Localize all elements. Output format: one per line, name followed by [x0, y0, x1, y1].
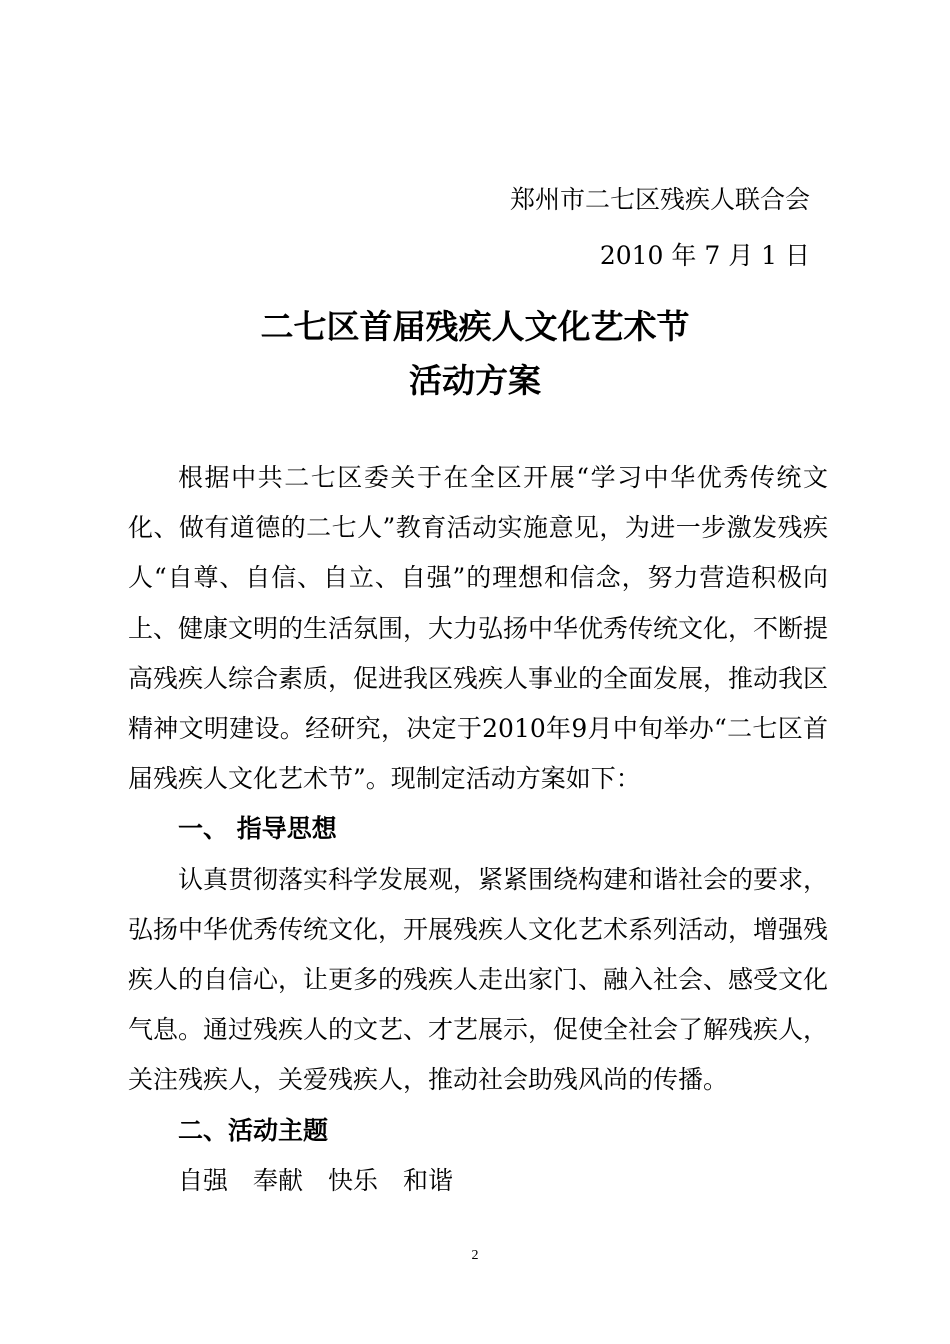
issuing-organization: 郑州市二七区残疾人联合会 — [509, 185, 810, 214]
page-number: 2 — [471, 1248, 479, 1263]
intro-paragraph: 根据中共二七区委关于在全区开展“学习中华优秀传统文化、做有道德的二七人”教育活动实施意见，为进一步激发残疾人“自尊、自信、自立、自强”的理想和信念，努力营造积极向上、健康文明的生活氛围，大力弘扬中华优秀传统文化，不断提高残疾人综合素质，促进我区残疾人事业的全面发展，推动我区精神文明建设。经研究，决定于2010年9月中旬举办“二七区首届残疾人文化艺术节”。现制定活动方案如下： — [128, 463, 829, 794]
document-title — [0, 300, 950, 408]
section-1-heading: 一、 指导思想 — [178, 814, 337, 844]
issue-date: 2010 年 7 月 1 日 — [599, 241, 810, 270]
section-1-paragraph: 认真贯彻落实科学发展观，紧紧围绕构建和谐社会的要求，弘扬中华优秀传统文化，开展残疾人文化艺术系列活动，增强残疾人的自信心，让更多的残疾人走出家门、融入社会、感受文化气息。通过残疾人的文艺、才艺展示，促使全社会了解残疾人，关注残疾人，关爱残疾人，推动社会助残风尚的传播。 — [128, 864, 829, 1095]
section-2-heading: 二、活动主题 — [178, 1115, 329, 1145]
document-body — [128, 453, 828, 1206]
title-line-2: 活动方案 — [409, 361, 541, 400]
section-2-theme: 自强 奉献 快乐 和谐 — [178, 1165, 454, 1195]
title-line-1: 二七区首届残疾人文化艺术节 — [260, 307, 690, 346]
document-header — [510, 172, 810, 284]
